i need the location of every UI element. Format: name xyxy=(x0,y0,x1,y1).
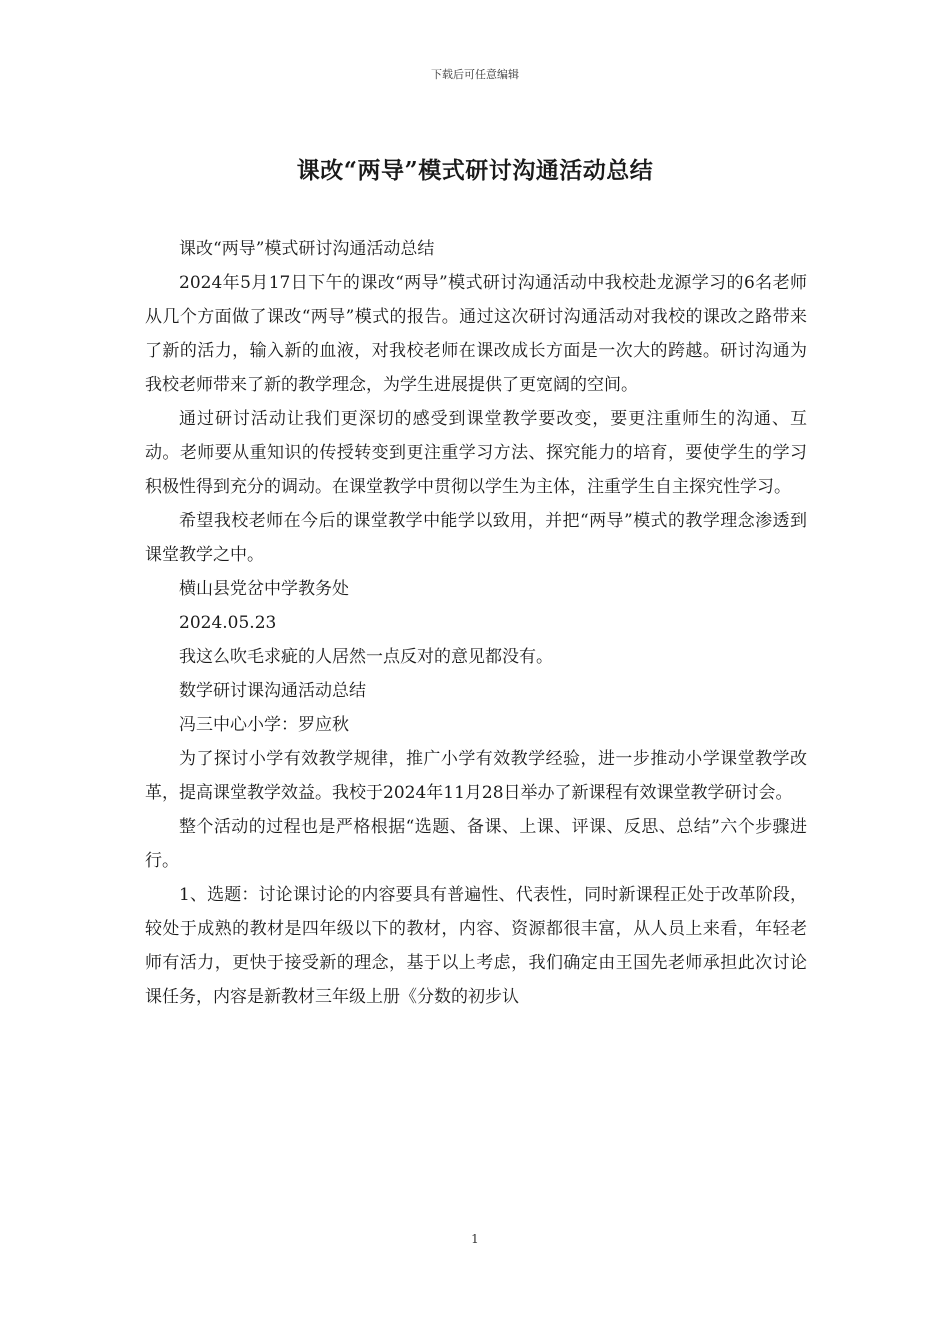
section-heading-math: 数学研讨课沟通活动总结 xyxy=(179,681,366,701)
document-title: 课改“两导”模式研讨沟通活动总结 xyxy=(296,157,654,184)
paragraph-steps: 整个活动的过程也是严格根据“选题、备课、上课、评课、反思、总结”六个步骤进行。 xyxy=(145,817,807,871)
page-number: 1 xyxy=(471,1232,479,1246)
page-header-note: 下载后可任意编辑 xyxy=(431,68,519,81)
section-author: 冯三中心小学：罗应秋 xyxy=(179,715,349,735)
paragraph-subtitle: 课改“两导”模式研讨沟通活动总结 xyxy=(179,239,435,259)
paragraph-hope: 希望我校老师在今后的课堂教学中能学以致用，并把“两导”模式的教学理念渗透到课堂教学之中。 xyxy=(145,511,807,565)
paragraph-reflection: 通过研讨活动让我们更深切的感受到课堂教学要改变，要更注重师生的沟通、互动。老师要从重知识的传授转变到更注重学习方法、探究能力的培育，要使学生的学习积极性得到充分的调动。在课堂教学中贯彻以学生为主体，注重学生自主探究性学习。 xyxy=(145,409,807,497)
signature-office: 横山县党岔中学教务处 xyxy=(179,579,349,599)
document-body xyxy=(145,232,807,1014)
paragraph-step-1: 1、选题：讨论课讨论的内容要具有普遍性、代表性，同时新课程正处于改革阶段，较处于成熟的教材是四年级以下的教材，内容、资源都很丰富，从人员上来看，年轻老师有活力，更快于接受新的理念，基于以上考虑，我们确定由王国先老师承担此次讨论课任务，内容是新教材三年级上册《分数的初步认 xyxy=(145,885,807,1007)
paragraph-remark: 我这么吹毛求疵的人居然一点反对的意见都没有。 xyxy=(179,647,553,667)
paragraph-intro: 2024年5月17日下午的课改“两导”模式研讨沟通活动中我校赴龙源学习的6名老师从几个方面做了课改“两导”模式的报告。通过这次研讨沟通活动对我校的课改之路带来了新的活力，输入新的血液，对我校老师在课改成长方面是一次大的跨越。研讨沟通为我校老师带来了新的教学理念，为学生进展提供了更宽阔的空间。 xyxy=(145,273,807,395)
paragraph-purpose: 为了探讨小学有效教学规律，推广小学有效教学经验，进一步推动小学课堂教学改革，提高课堂教学效益。我校于2024年11月28日举办了新课程有效课堂教学研讨会。 xyxy=(145,749,807,803)
signature-date: 2024.05.23 xyxy=(179,613,277,633)
